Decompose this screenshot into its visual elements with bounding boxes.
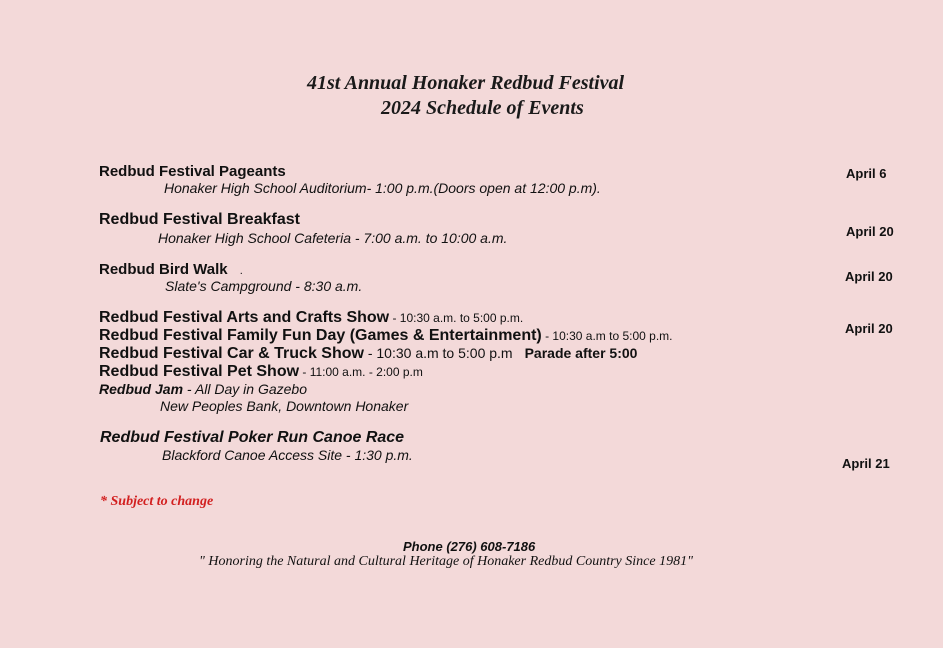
event-date-birdwalk: April 20 <box>845 269 893 284</box>
event-date-breakfast: April 20 <box>846 224 894 239</box>
page-title-line1: 41st Annual Honaker Redbud Festival <box>307 72 625 94</box>
event-jam <box>99 381 307 397</box>
contact-phone: Phone (276) 608-7186 <box>403 539 536 554</box>
event-title-petshow: Redbud Festival Pet Show <box>99 363 300 380</box>
event-title-canoe: Redbud Festival Poker Run Canoe Race <box>100 429 405 446</box>
event-date-group: April 20 <box>845 321 893 336</box>
event-date-canoe: April 21 <box>842 456 890 471</box>
festival-motto: " Honoring the Natural and Cultural Heritage of Honaker Redbud Country Since 1981" <box>199 554 693 569</box>
event-parade: Parade after 5:00 <box>524 345 638 361</box>
event-funday <box>99 327 673 345</box>
event-date-pageants: April 6 <box>846 166 887 181</box>
event-title-carshow: Redbud Festival Car & Truck Show <box>99 345 364 362</box>
event-time-arts: - 10:30 a.m. to 5:00 p.m. <box>389 311 524 325</box>
event-detail-canoe: Blackford Canoe Access Site - 1:30 p.m. <box>162 447 413 463</box>
event-time-funday: - 10:30 a.m to 5:00 p.m. <box>541 329 673 343</box>
event-title-breakfast: Redbud Festival Breakfast <box>99 211 300 228</box>
event-title-funday: Redbud Festival Family Fun Day (Games & Entertainment) <box>99 327 542 344</box>
subject-to-change-note: * Subject to change <box>100 494 214 509</box>
event-detail-birdwalk: Slate's Campground - 8:30 a.m. <box>165 278 363 294</box>
event-detail-location: New Peoples Bank, Downtown Honaker <box>160 398 409 414</box>
event-detail-breakfast: Honaker High School Cafeteria - 7:00 a.m. to 10:00 a.m. <box>158 230 508 246</box>
event-title-birdwalk <box>99 261 243 278</box>
event-time-carshow: - 10:30 a.m to 5:00 p.m <box>363 345 513 361</box>
event-title-arts: Redbud Festival Arts and Crafts Show <box>99 309 390 326</box>
event-title-birdwalk-text: Redbud Bird Walk <box>99 261 228 278</box>
page-title-line2: 2024 Schedule of Events <box>381 97 584 119</box>
event-petshow <box>99 363 423 381</box>
event-title-jam: Redbud Jam <box>99 381 184 397</box>
event-time-petshow: - 11:00 a.m. - 2:00 p.m <box>299 365 423 379</box>
event-arts <box>99 309 523 327</box>
event-title-birdwalk-dot: . <box>239 265 243 277</box>
event-title-pageants: Redbud Festival Pageants <box>99 163 286 180</box>
event-carshow <box>99 345 637 363</box>
event-time-jam: - All Day in Gazebo <box>183 381 307 397</box>
event-detail-pageants: Honaker High School Auditorium- 1:00 p.m.(Doors open at 12:00 p.m). <box>164 180 601 196</box>
